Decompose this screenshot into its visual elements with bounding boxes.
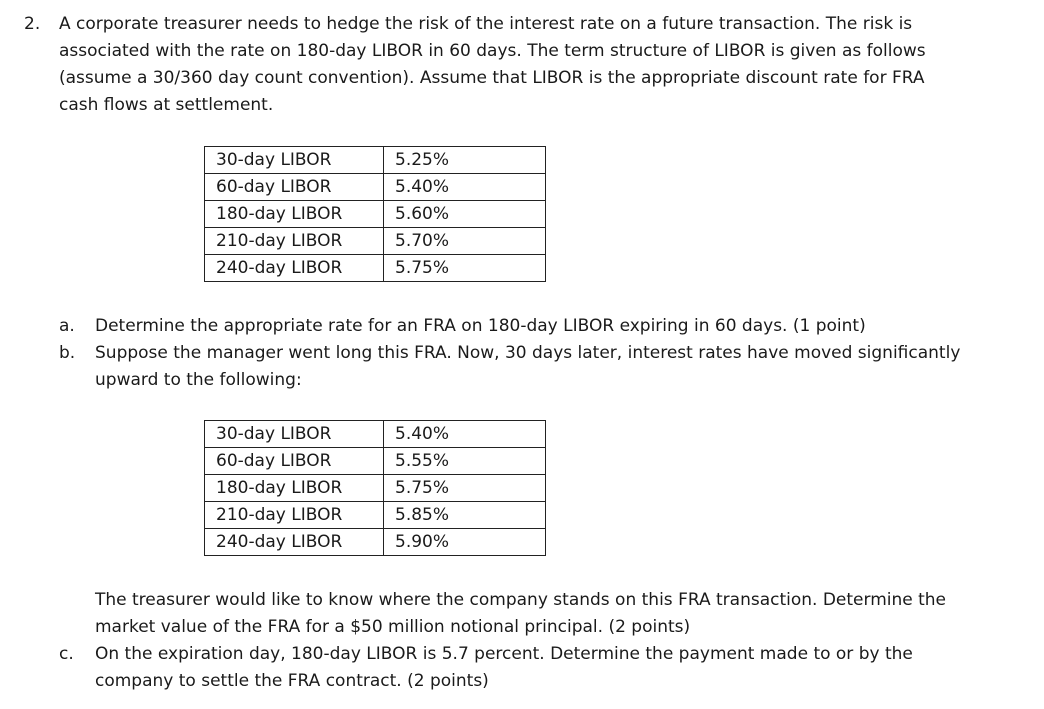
table-row bbox=[205, 421, 546, 448]
question-intro bbox=[59, 11, 1019, 119]
rate-value: 5.60% bbox=[384, 201, 546, 228]
rate-value: 5.75% bbox=[384, 255, 546, 282]
rate-value: 5.40% bbox=[384, 174, 546, 201]
part-a-marker: a. bbox=[59, 316, 75, 336]
part-a-text bbox=[95, 313, 1020, 340]
rate-value: 5.40% bbox=[384, 421, 546, 448]
rate-value: 5.25% bbox=[384, 147, 546, 174]
table-row bbox=[205, 448, 546, 475]
part-c-line: company to settle the FRA contract. (2 points) bbox=[95, 671, 489, 691]
table-row bbox=[205, 228, 546, 255]
part-c-text bbox=[95, 641, 1020, 695]
rate-term: 60-day LIBOR bbox=[205, 448, 384, 475]
part-c-marker: c. bbox=[59, 644, 74, 664]
intro-line: A corporate treasurer needs to hedge the risk of the interest rate on a future transaction. The risk is bbox=[59, 14, 913, 34]
rate-term: 210-day LIBOR bbox=[205, 502, 384, 529]
rate-term: 210-day LIBOR bbox=[205, 228, 384, 255]
part-b-text bbox=[95, 340, 1020, 394]
question-number: 2. bbox=[24, 14, 41, 34]
rate-term: 60-day LIBOR bbox=[205, 174, 384, 201]
rate-value: 5.90% bbox=[384, 529, 546, 556]
table-row bbox=[205, 475, 546, 502]
part-b-followup-line: The treasurer would like to know where the company stands on this FRA transaction. Determine the bbox=[95, 590, 947, 610]
rate-value: 5.70% bbox=[384, 228, 546, 255]
part-b-marker: b. bbox=[59, 343, 76, 363]
rate-term: 180-day LIBOR bbox=[205, 201, 384, 228]
rate-term: 240-day LIBOR bbox=[205, 529, 384, 556]
intro-line: (assume a 30/360 day count convention). Assume that LIBOR is the appropriate discount rate for FRA bbox=[59, 68, 925, 88]
rate-term: 240-day LIBOR bbox=[205, 255, 384, 282]
table-row bbox=[205, 201, 546, 228]
rate-value: 5.85% bbox=[384, 502, 546, 529]
rate-term: 180-day LIBOR bbox=[205, 475, 384, 502]
rate-term: 30-day LIBOR bbox=[205, 147, 384, 174]
table-row bbox=[205, 502, 546, 529]
intro-line: associated with the rate on 180-day LIBOR in 60 days. The term structure of LIBOR is given as follows bbox=[59, 41, 926, 61]
intro-line: cash flows at settlement. bbox=[59, 95, 274, 115]
rate-value: 5.75% bbox=[384, 475, 546, 502]
rate-term: 30-day LIBOR bbox=[205, 421, 384, 448]
rate-value: 5.55% bbox=[384, 448, 546, 475]
part-b-followup bbox=[95, 587, 1020, 641]
table-row bbox=[205, 255, 546, 282]
part-b-line: upward to the following: bbox=[95, 370, 302, 390]
libor-table-initial bbox=[204, 146, 546, 282]
part-c-line: On the expiration day, 180-day LIBOR is 5.7 percent. Determine the payment made to or by the bbox=[95, 644, 913, 664]
part-a-line: Determine the appropriate rate for an FRA on 180-day LIBOR expiring in 60 days. (1 point) bbox=[95, 316, 866, 336]
libor-table-updated bbox=[204, 420, 546, 556]
table-row bbox=[205, 174, 546, 201]
table-row bbox=[205, 147, 546, 174]
part-b-followup-line: market value of the FRA for a $50 million notional principal. (2 points) bbox=[95, 617, 691, 637]
part-b-line: Suppose the manager went long this FRA. Now, 30 days later, interest rates have moved significantly bbox=[95, 343, 961, 363]
table-row bbox=[205, 529, 546, 556]
